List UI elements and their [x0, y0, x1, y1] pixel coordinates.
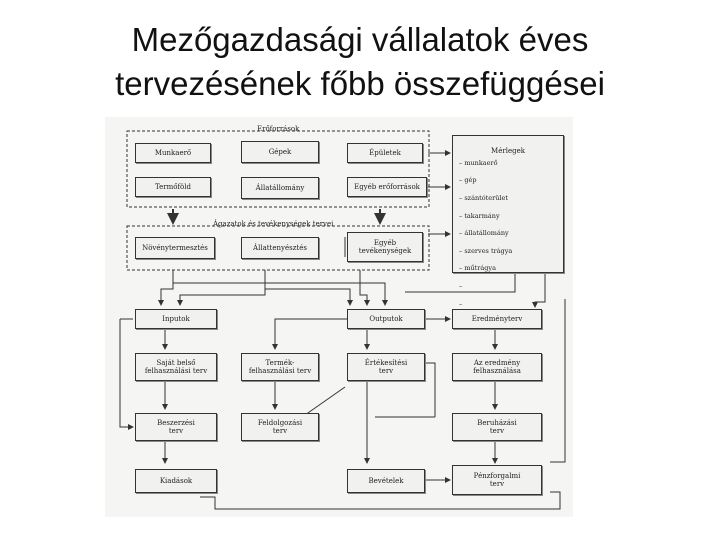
title-line-2: tervezésének főbb összefüggései — [115, 65, 605, 102]
box-feldolgozasi: Feldolgozási terv — [241, 413, 319, 441]
balances-title: Mérlegek — [491, 147, 525, 155]
slide-title — [0, 18, 720, 106]
box-kiadasok: Kiadások — [135, 469, 217, 493]
balance-item: – állatállomány — [459, 229, 509, 238]
balance-item: – munkaerő — [459, 158, 498, 167]
box-novenytermesztes: Növénytermesztés — [135, 237, 215, 259]
box-epuletek: Épületek — [347, 143, 423, 163]
box-gepek: Gépek — [241, 141, 319, 163]
balance-item: – — [459, 299, 463, 308]
box-inputok: Inputok — [135, 309, 217, 329]
box-termofold: Termőföld — [135, 177, 211, 197]
balance-item: – — [459, 281, 463, 290]
box-beszerzesi: Beszerzési terv — [135, 413, 217, 441]
box-bevetelek: Bevételek — [347, 469, 425, 493]
box-az-eredmeny: Az eredmény felhasználása — [452, 353, 542, 381]
balance-item: – műtrágya — [459, 264, 496, 273]
box-balances — [452, 135, 564, 308]
balance-item: – takarmány — [459, 211, 500, 220]
box-outputok: Outputok — [347, 309, 425, 329]
title-line-1: Mezőgazdasági vállalatok éves — [131, 21, 589, 58]
box-allatallomany: Állatállomány — [241, 177, 319, 199]
box-termek-felhasznalasi: Termék- felhasználási terv — [241, 353, 319, 381]
box-egyeb-eroforrasok: Egyéb erőforrások — [347, 177, 427, 197]
planning-diagram — [105, 117, 573, 517]
box-eredmenyterv: Eredményterv — [452, 309, 542, 329]
balance-item: – gép — [459, 176, 477, 185]
resources-label: Erőforrások — [257, 125, 300, 133]
balance-item: – szántóterület — [459, 193, 508, 202]
branches-label: Ágazatok és tevékenységek tervei — [213, 220, 334, 228]
box-ertekesitesi: Értékesítési terv — [347, 353, 425, 381]
box-beruhazasi: Beruházási terv — [452, 413, 542, 441]
balances-list — [459, 150, 512, 335]
box-egyeb-tevekenysegek: Egyéb tevékenységek — [347, 232, 423, 262]
balance-item: – szerves trágya — [459, 246, 513, 255]
box-sajat-belso: Saját belső felhasználási terv — [135, 353, 217, 381]
box-penzforgalmi: Pénzforgalmi terv — [452, 465, 542, 495]
box-allattenyesztes: Állattenyésztés — [241, 237, 319, 259]
box-munkaero: Munkaerő — [135, 143, 211, 163]
